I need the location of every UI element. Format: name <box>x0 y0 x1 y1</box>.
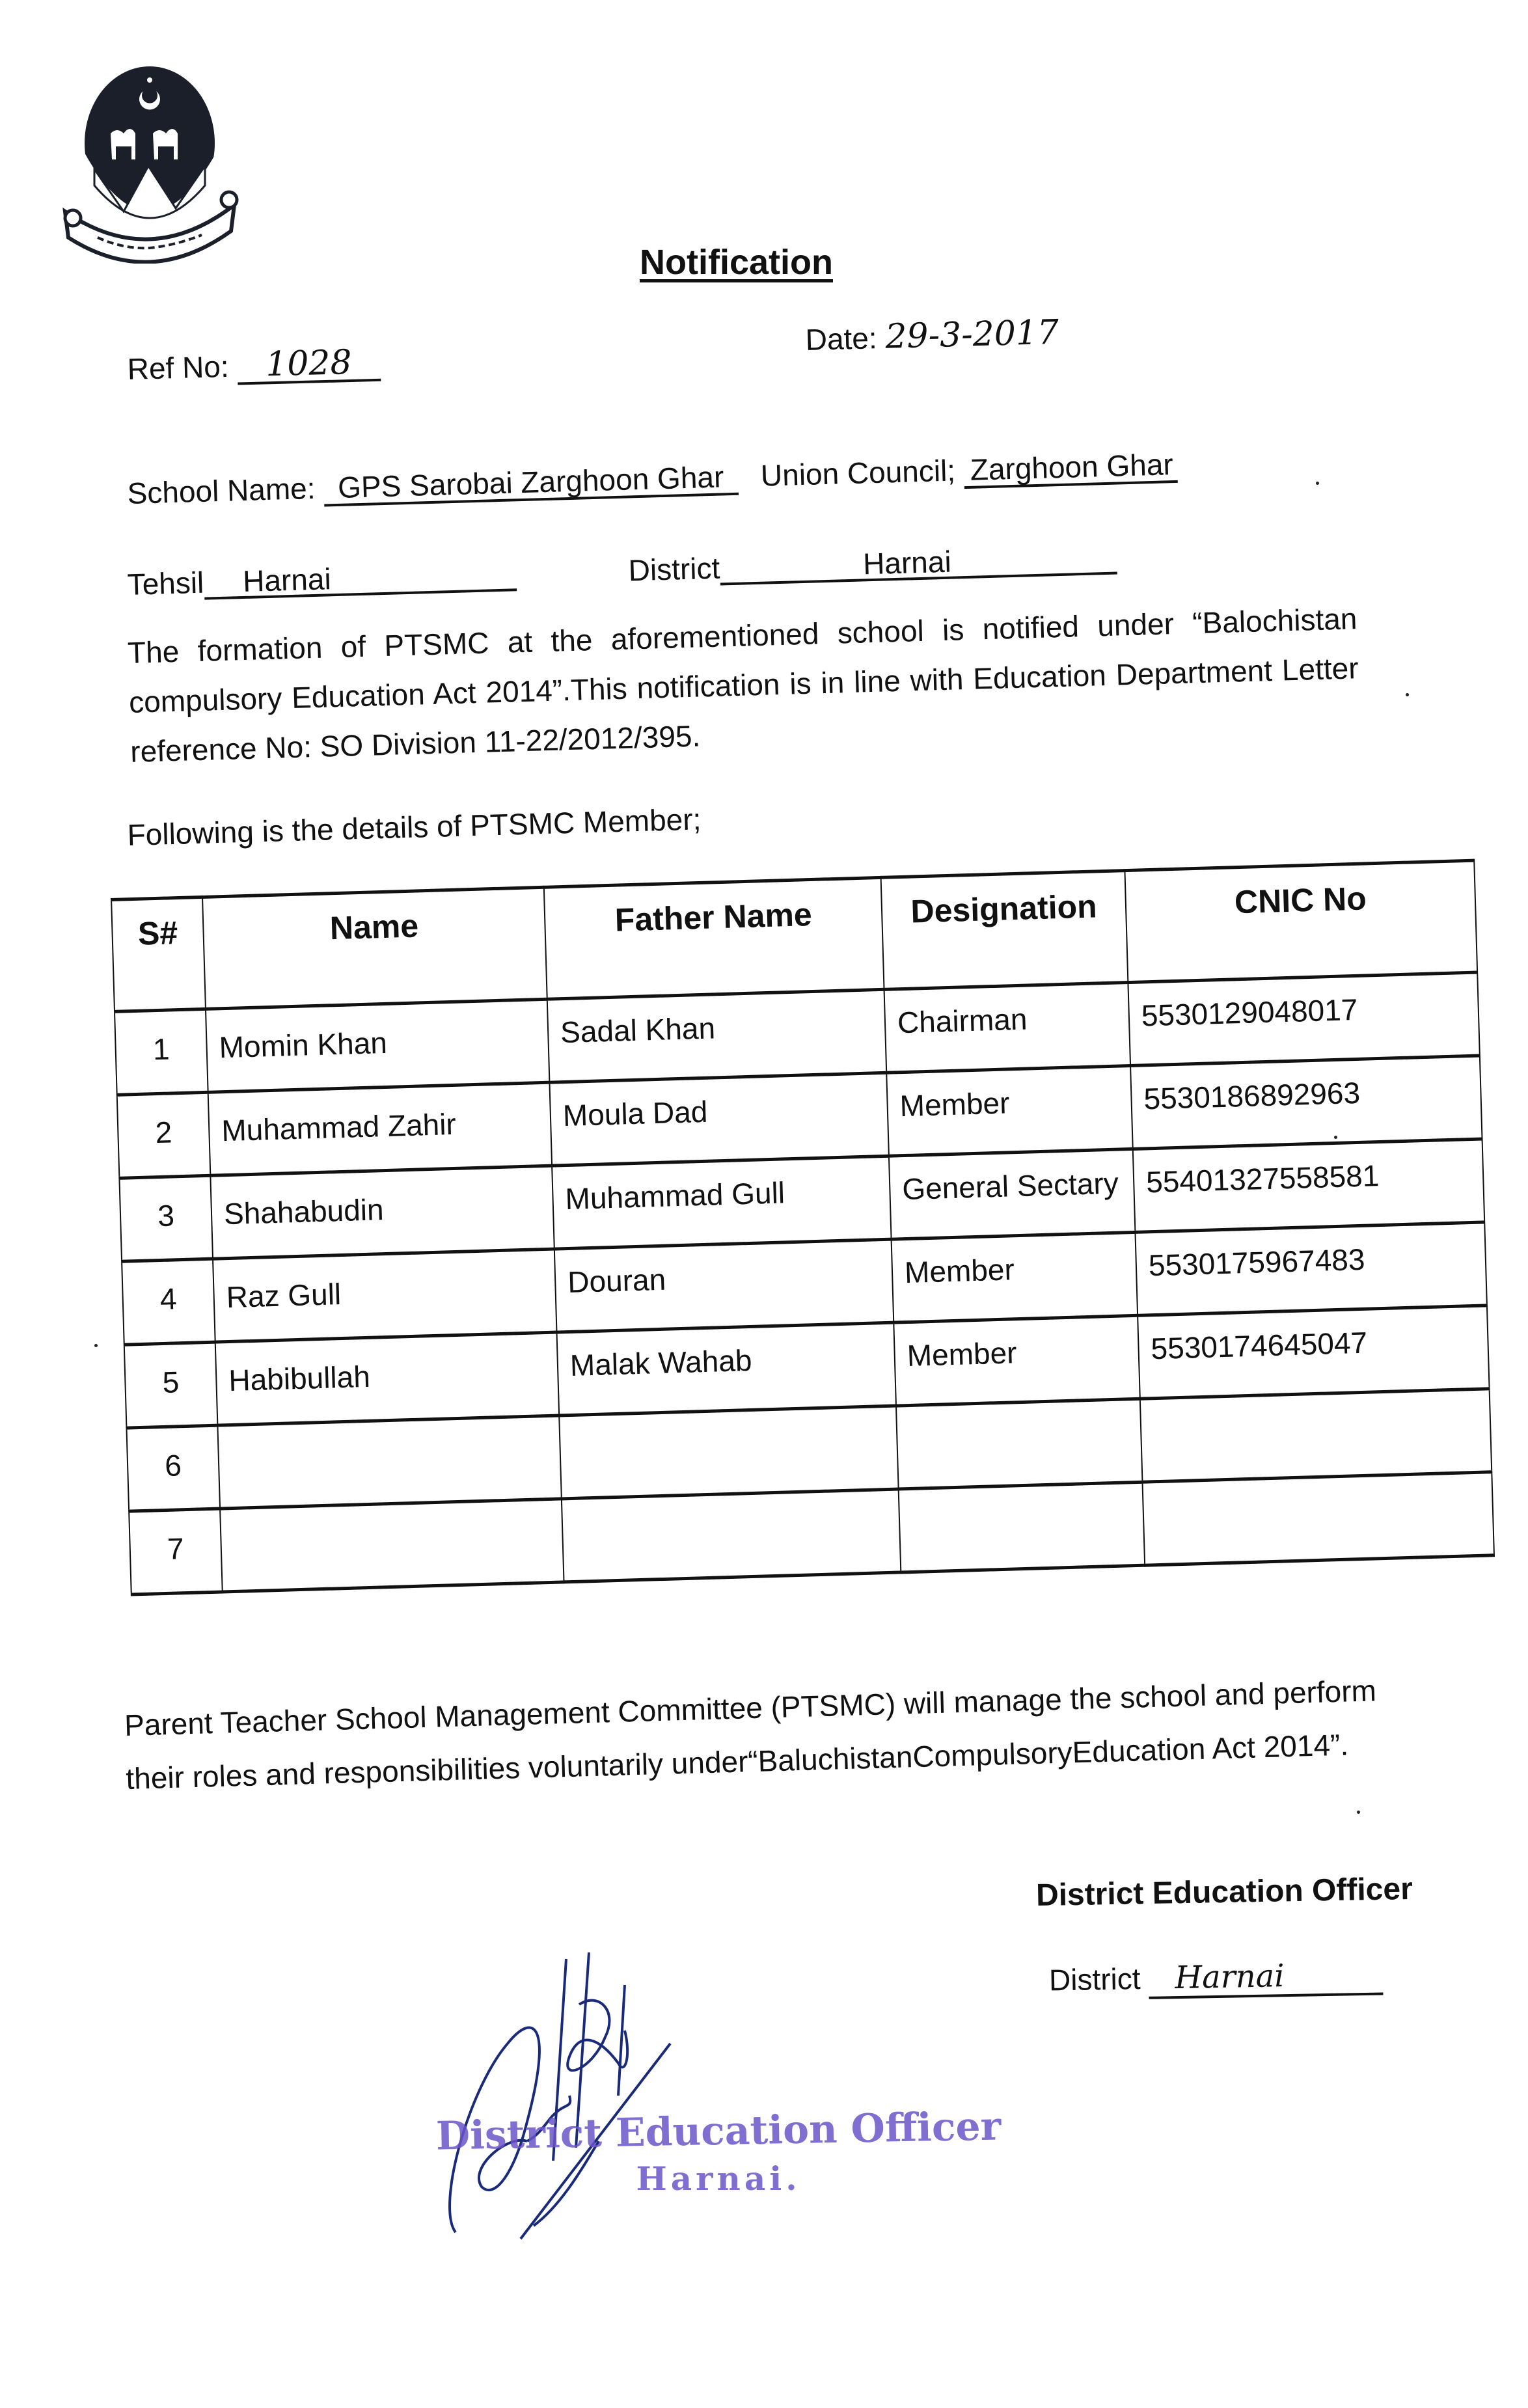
cell-cnic: 5530129048017 <box>1128 972 1479 1065</box>
cell-name: Habibullah <box>215 1332 559 1425</box>
union-council-label: Union Council; <box>760 453 956 493</box>
cell-father-name: Douran <box>554 1239 894 1332</box>
scan-speck <box>1334 1136 1337 1139</box>
cell-father-name <box>559 1406 898 1499</box>
scan-speck <box>1316 482 1319 485</box>
cell-name: Shahabudin <box>210 1166 554 1259</box>
cell-designation <box>896 1399 1143 1489</box>
members-intro: Following is the details of PTSMC Member; <box>126 802 702 852</box>
page-title: Notification <box>640 243 833 282</box>
scan-speck <box>1357 1811 1360 1814</box>
cell-designation: General Sectary <box>889 1149 1136 1239</box>
school-name-label: School Name: <box>126 471 316 510</box>
signature-icon <box>430 1926 885 2265</box>
officer-district-field <box>1049 1956 1384 2001</box>
official-stamp <box>435 2103 1002 2198</box>
cell-sn: 2 <box>117 1092 211 1178</box>
cell-cnic: 5530175967483 <box>1135 1222 1486 1315</box>
union-council-value: Zarghoon Ghar <box>963 449 1177 489</box>
tehsil-label: Tehsil <box>126 565 204 601</box>
ref-no-label: Ref No: <box>127 349 230 386</box>
cell-father-name: Muhammad Gull <box>552 1156 891 1249</box>
stamp-line-2: Harnai. <box>636 2159 801 2198</box>
cell-name: Momin Khan <box>206 999 549 1092</box>
cell-name: Muhammad Zahir <box>208 1082 552 1175</box>
header-father-name: Father Name <box>544 877 884 999</box>
cell-sn: 3 <box>119 1175 213 1261</box>
cell-name <box>217 1416 561 1509</box>
officer-district-label: District <box>1048 1962 1141 1997</box>
cell-father-name: Sadal Khan <box>547 989 886 1082</box>
cell-sn: 6 <box>126 1425 220 1511</box>
date-field <box>805 312 1059 357</box>
cell-designation: Chairman <box>884 983 1131 1073</box>
cell-father-name: Moula Dad <box>549 1073 888 1166</box>
scan-speck <box>1406 693 1409 696</box>
cell-designation: Member <box>886 1065 1133 1156</box>
scan-speck <box>94 1344 98 1347</box>
ptsmc-responsibility-paragraph: Parent Teacher School Management Committee (PTSMC) will manage the school and perform their roles and responsibilities voluntarily under“BaluchistanCompulsoryEducation Act 2014”. <box>124 1673 1377 1796</box>
cell-father-name <box>562 1489 901 1582</box>
cell-designation: Member <box>892 1232 1138 1322</box>
cell-cnic <box>1142 1472 1494 1565</box>
government-emblem-icon <box>46 55 247 264</box>
cell-sn: 1 <box>115 1009 208 1095</box>
ref-no-field <box>127 342 381 388</box>
officer-title: District Education Officer <box>1035 1871 1413 1913</box>
cell-name: Raz Gull <box>213 1249 556 1342</box>
cell-sn: 5 <box>124 1342 218 1428</box>
cell-cnic: 55401327558581 <box>1133 1139 1484 1232</box>
district-value: Harnai <box>720 542 1117 586</box>
cell-sn: 4 <box>122 1259 215 1345</box>
header-cnic: CNIC No <box>1125 860 1477 982</box>
header-sn: S# <box>111 897 206 1011</box>
cell-cnic: 5530174645047 <box>1138 1306 1489 1399</box>
date-value: 29-3-2017 <box>884 312 1059 357</box>
ref-no-value: 1028 <box>237 345 381 385</box>
cell-designation <box>899 1482 1145 1572</box>
school-name-value: GPS Sarobai Zarghoon Ghar <box>323 461 739 507</box>
stamp-line-1: District Education Officer <box>435 2103 1002 2159</box>
cell-name <box>220 1499 564 1592</box>
cell-sn: 7 <box>129 1509 223 1594</box>
cell-designation: Member <box>894 1315 1140 1406</box>
cell-cnic: 5530186892963 <box>1130 1056 1482 1149</box>
cell-cnic <box>1140 1389 1492 1482</box>
date-label: Date: <box>805 321 878 357</box>
district-label: District <box>628 551 720 588</box>
ptsmc-members-table <box>111 859 1494 1596</box>
tehsil-value: Harnai <box>204 558 517 599</box>
cell-father-name: Malak Wahab <box>556 1322 895 1416</box>
header-name: Name <box>202 887 547 1009</box>
tehsil-district-line <box>127 542 1117 602</box>
officer-district-value: Harnai <box>1149 1956 1384 1999</box>
school-info-line <box>127 449 1177 512</box>
formation-paragraph: The formation of PTSMC at the aforementioned school is notified under “Balochistan compulsory Education Act 2014”.This notification is in line with Education Department Letter reference No: SO Division 11-22/2012/395. <box>127 601 1359 769</box>
header-designation: Designation <box>881 871 1128 990</box>
